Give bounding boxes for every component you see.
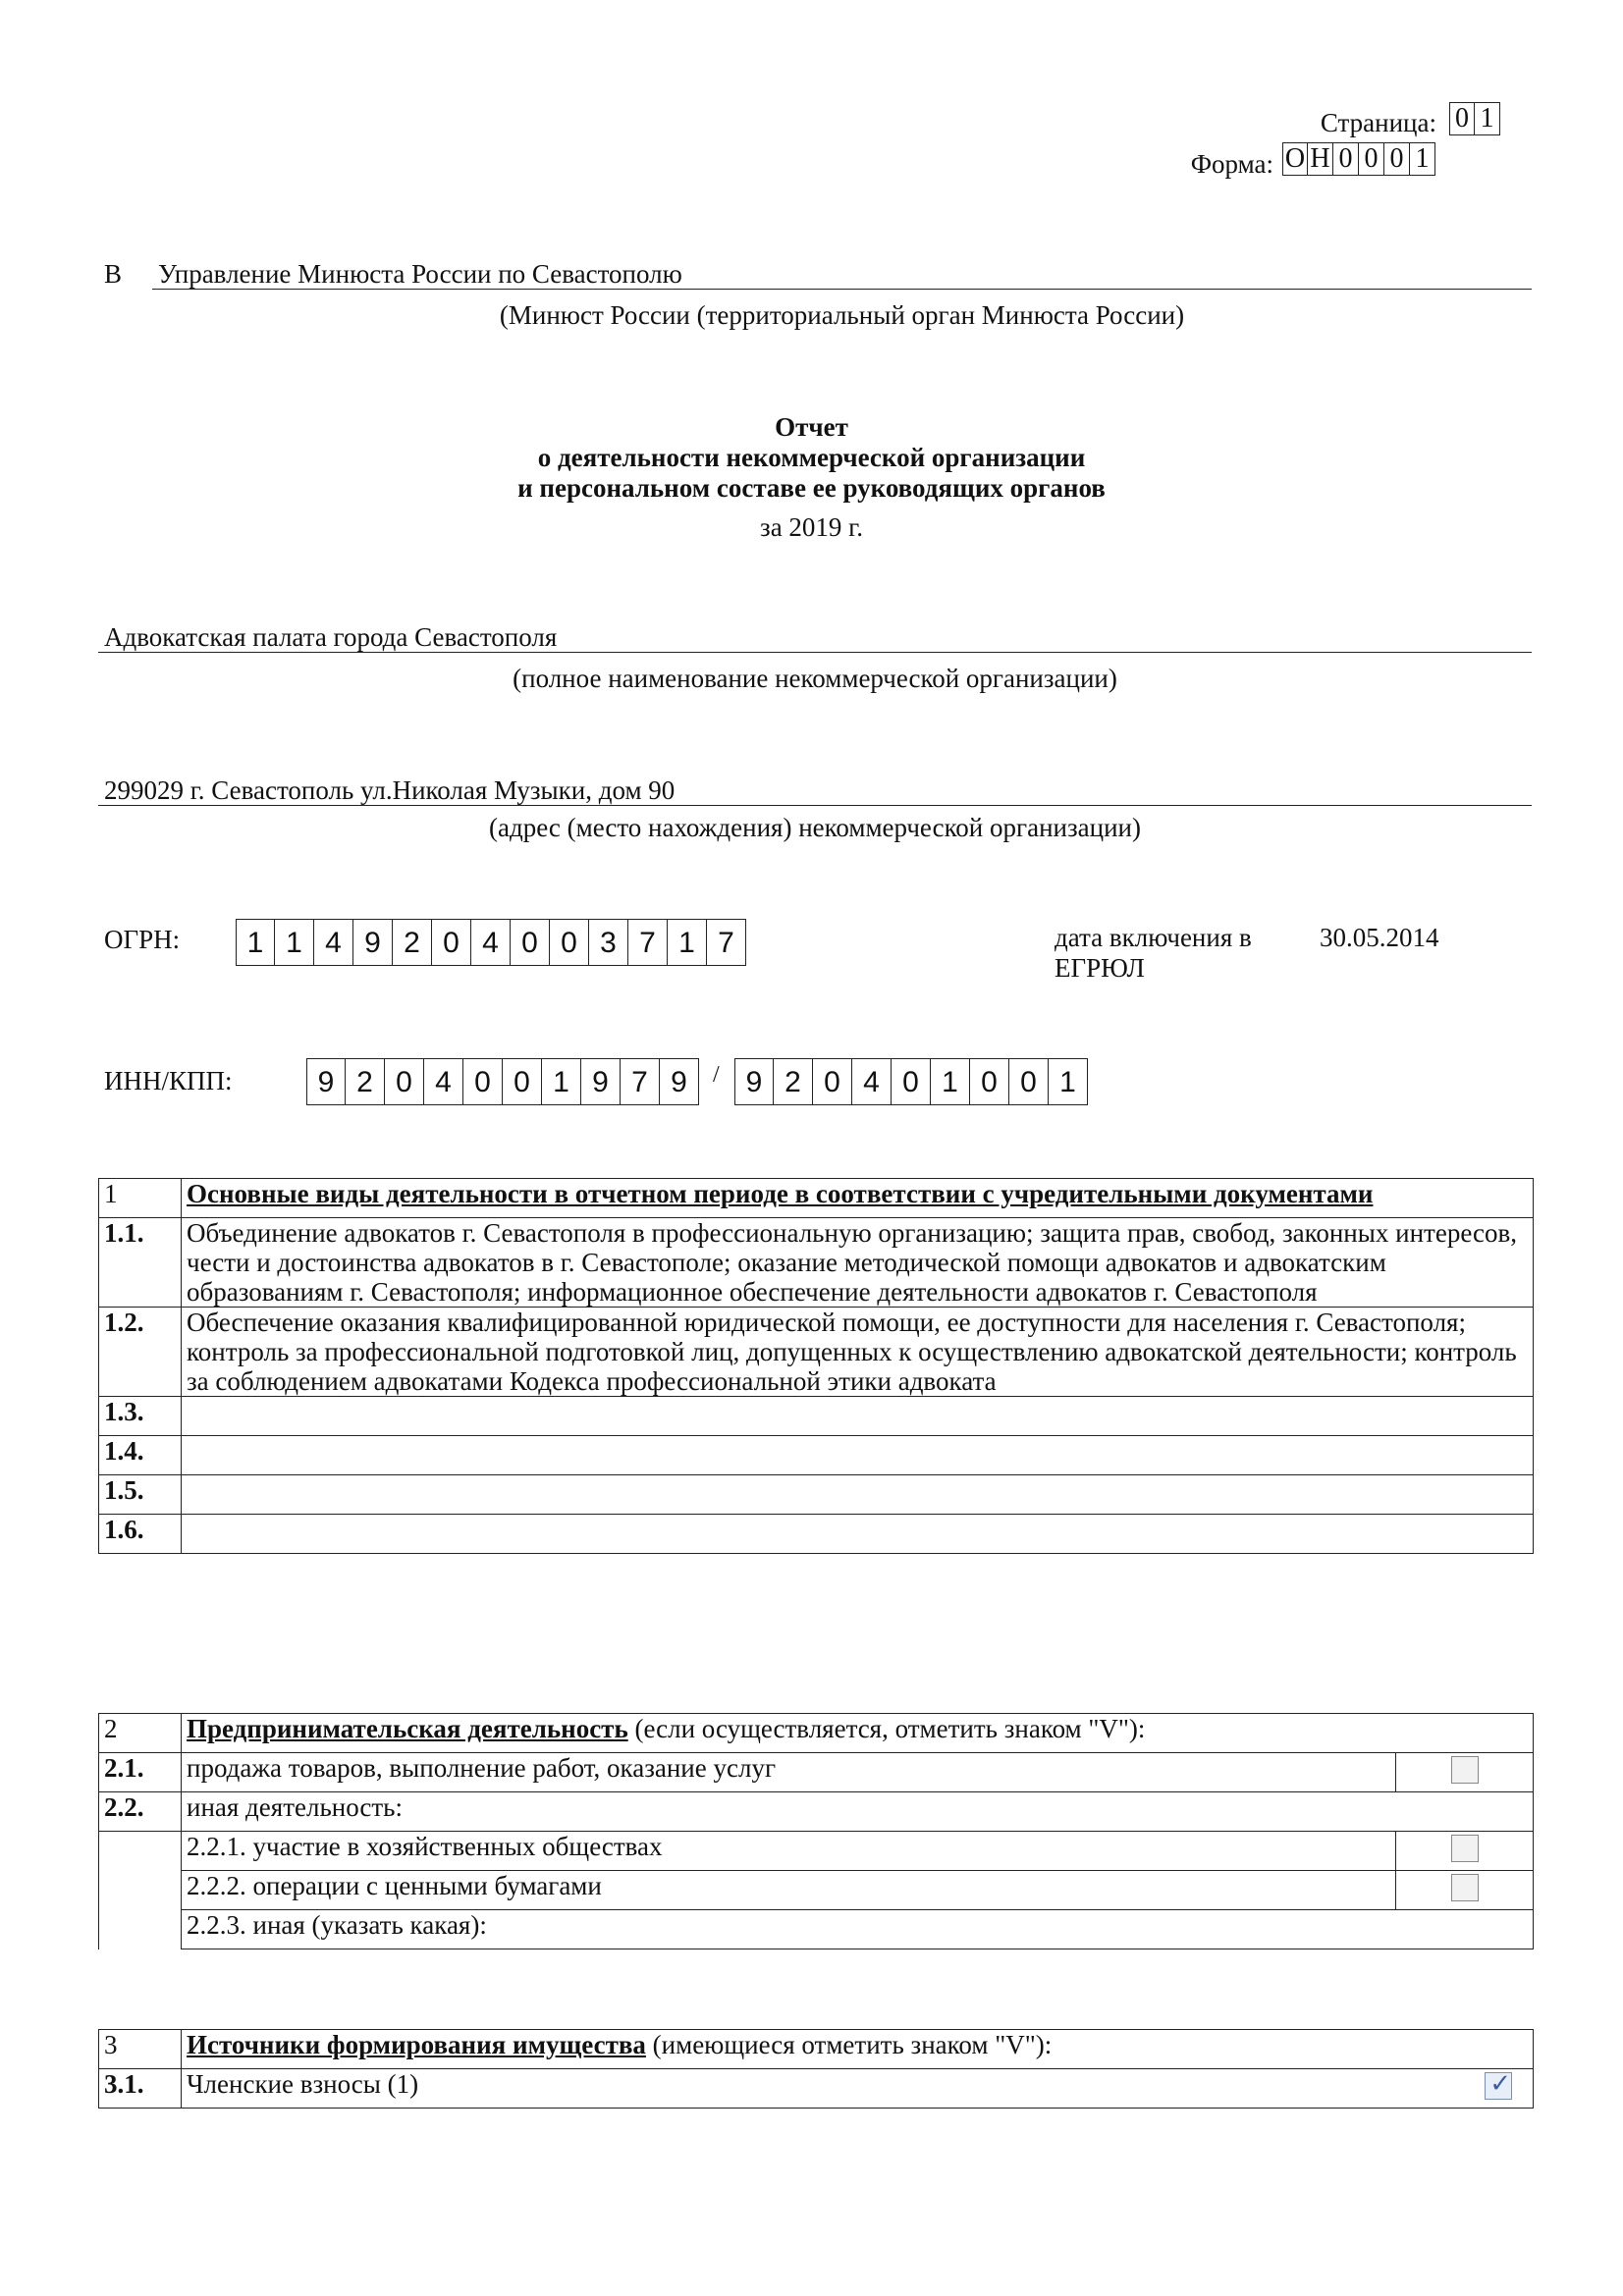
inn-digit-7: 1 [542,1058,581,1105]
kpp-digit-8: 0 [1009,1058,1049,1105]
recipient-caption: (Минюст России (территориальный орган Минюста России) [499,300,1185,330]
inn-digit-5: 0 [463,1058,503,1105]
section1-row [99,1515,1534,1554]
ogrn-digit-11: 7 [628,919,668,966]
row-2-2-2-check-cell [1396,1871,1534,1910]
inn-digit-9: 7 [621,1058,660,1105]
inn-kpp-separator: / [713,1062,720,1088]
page-digit-2: 1 [1475,102,1500,135]
section1-row-text [182,1397,1534,1436]
row-2-2-1-check-cell [1396,1832,1534,1871]
ogrn-label: ОГРН: [104,925,181,954]
page-digit-1: 0 [1449,102,1475,135]
inn-cells [306,1058,699,1105]
ogrn-digit-9: 0 [550,919,589,966]
ogrn-digit-1: 1 [236,919,275,966]
report-title: Отчет [775,412,848,442]
form-char-5: 0 [1384,142,1410,176]
kpp-digit-2: 2 [774,1058,813,1105]
form-char-6: 1 [1410,142,1435,176]
egrul-date-label: дата включения в ЕГРЮЛ [1055,923,1252,983]
section1-row-number: 1.2. [99,1308,182,1397]
kpp-digit-6: 1 [931,1058,970,1105]
row-2-1-checkbox[interactable] [1451,1756,1479,1784]
recipient-prefix: В [104,259,123,289]
row-2-2-2-checkbox[interactable] [1451,1874,1479,1901]
ogrn-digit-5: 2 [393,919,432,966]
section3-title-cell [182,2030,1534,2069]
section2-title: Предпринимательская деятельность [187,1714,628,1743]
ogrn-cells [236,919,746,966]
ogrn-digit-3: 4 [314,919,353,966]
page-number-cells [1449,102,1500,135]
ogrn-digit-4: 9 [353,919,393,966]
row-3-1-number: 3.1. [99,2069,182,2109]
section1-row-number: 1.1. [99,1218,182,1308]
section1-row-text [182,1475,1534,1515]
section2-title-note: (если осуществляется, отметить знаком "V"): [627,1714,1146,1743]
row-2-2-3-text: 2.2.3. иная (указать какая): [182,1910,1534,1949]
kpp-digit-5: 0 [892,1058,931,1105]
section1-table [98,1178,1534,1554]
section1-row-text: Обеспечение оказания квалифицированной юридической помощи, ее доступности для населения г. Севастополя; контроль за профессиональной подготовкой лиц, допущенных к осуществлению адвокатской деятельности; контроль за соблюдением адвокатами Кодекса профессиональной этики адвоката [182,1308,1534,1397]
row-2-2-text: иная деятельность: [182,1792,1534,1832]
ogrn-digit-2: 1 [275,919,314,966]
row-2-2-number: 2.2. [99,1792,182,1832]
kpp-digit-7: 0 [970,1058,1009,1105]
section1-row [99,1397,1534,1436]
section3-table [98,2029,1534,2109]
report-period: за 2019 г. [760,512,863,542]
section1-row-text [182,1515,1534,1554]
section3-title: Источники формирования имущества [187,2030,646,2059]
form-char-3: 0 [1333,142,1359,176]
form-label: Форма: [1190,149,1273,179]
inn-digit-6: 0 [503,1058,542,1105]
recipient-line [152,257,1532,290]
row-3-1-checkbox[interactable] [1485,2072,1512,2100]
row-2-2-sub-blank [99,1832,182,1949]
row-2-1-text: продажа товаров, выполнение работ, оказание услуг [182,1753,1396,1792]
inn-digit-3: 0 [385,1058,424,1105]
row-3-1-check-cell [1464,2069,1533,2109]
row-3-1-text: Членские взносы (1) [182,2069,1465,2109]
org-name-caption: (полное наименование некоммерческой организации) [513,664,1117,693]
org-name-line [98,620,1532,653]
report-subtitle-2: и персональном составе ее руководящих органов [517,473,1106,503]
inn-kpp-label: ИНН/КПП: [104,1066,233,1095]
org-address-caption: (адрес (место нахождения) некоммерческой организации) [489,813,1141,842]
section1-number: 1 [99,1179,182,1218]
row-2-2-1-text: 2.2.1. участие в хозяйственных обществах [182,1832,1396,1871]
section1-row [99,1308,1534,1397]
row-2-2-1-checkbox[interactable] [1451,1835,1479,1862]
section1-row [99,1218,1534,1308]
section2-table [98,1713,1534,1949]
inn-digit-4: 4 [424,1058,463,1105]
section1-row [99,1475,1534,1515]
egrul-date-value: 30.05.2014 [1320,923,1439,952]
section2-title-cell [182,1714,1534,1753]
ogrn-digit-8: 0 [511,919,550,966]
section1-row [99,1436,1534,1475]
section1-title: Основные виды деятельности в отчетном периоде в соответствии с учредительными документами [182,1179,1534,1218]
section1-row-number: 1.5. [99,1475,182,1515]
org-address-line [98,774,1532,806]
kpp-digit-3: 0 [813,1058,852,1105]
ogrn-digit-13: 7 [707,919,746,966]
section3-title-note: (имеющиеся отметить знаком "V"): [645,2030,1053,2059]
kpp-cells [734,1058,1088,1105]
row-2-1-number: 2.1. [99,1753,182,1792]
inn-digit-2: 2 [346,1058,385,1105]
report-subtitle-1: о деятельности некоммерческой организации [537,443,1086,472]
section1-row-number: 1.4. [99,1436,182,1475]
ogrn-digit-6: 0 [432,919,471,966]
section3-number: 3 [99,2030,182,2069]
form-code-cells [1282,142,1435,176]
form-char-1: О [1282,142,1308,176]
ogrn-digit-7: 4 [471,919,511,966]
inn-digit-8: 9 [581,1058,621,1105]
page-label: Страница: [1320,108,1436,137]
form-char-4: 0 [1359,142,1384,176]
ogrn-digit-12: 1 [668,919,707,966]
org-name: Адвокатская палата города Севастополя [104,622,558,652]
section2-number: 2 [99,1714,182,1753]
section1-row-text [182,1436,1534,1475]
row-2-2-2-text: 2.2.2. операции с ценными бумагами [182,1871,1396,1910]
kpp-digit-1: 9 [734,1058,774,1105]
section1-row-number: 1.6. [99,1515,182,1554]
inn-digit-10: 9 [660,1058,699,1105]
ogrn-digit-10: 3 [589,919,628,966]
kpp-digit-9: 1 [1049,1058,1088,1105]
kpp-digit-4: 4 [852,1058,892,1105]
form-char-2: Н [1308,142,1333,176]
recipient-value: Управление Минюста России по Севастополю [158,259,682,289]
section1-row-number: 1.3. [99,1397,182,1436]
row-2-1-check-cell [1396,1753,1534,1792]
inn-digit-1: 9 [306,1058,346,1105]
org-address: 299029 г. Севастополь ул.Николая Музыки, дом 90 [104,775,676,805]
section1-row-text: Объединение адвокатов г. Севастополя в профессиональную организацию; защита прав, свобод, законных интересов, чести и достоинства адвокатов в г. Севастополе; оказание методической помощи адвокатов и адвокатским образованиям г. Севастополя; информационное обеспечение деятельности адвокатов г. Севастополя [182,1218,1534,1308]
